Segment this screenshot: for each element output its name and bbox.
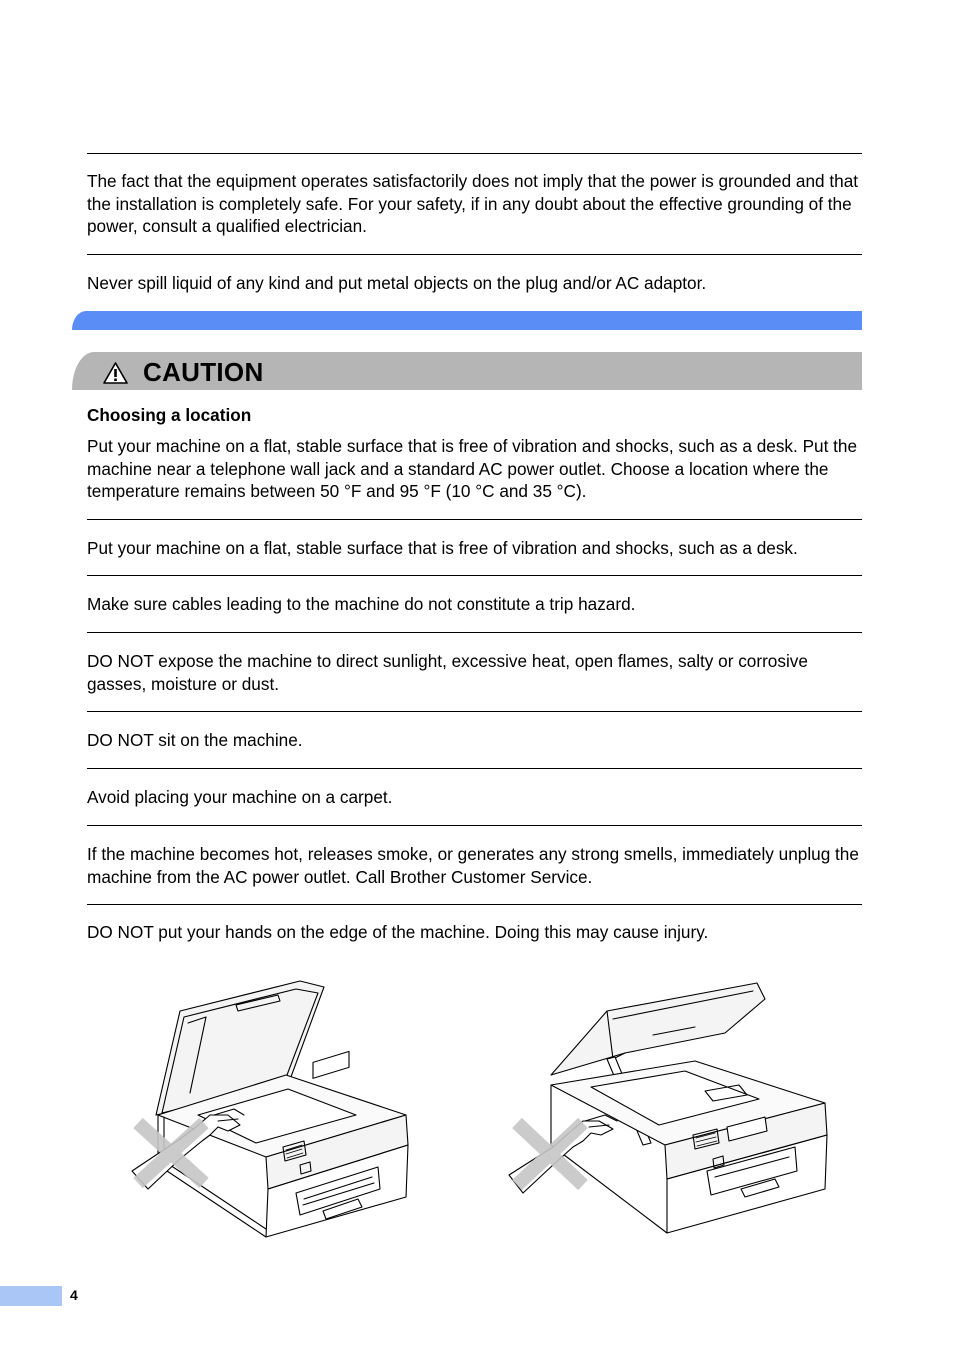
caution-item-carpet: Avoid placing your machine on a carpet. bbox=[87, 787, 393, 807]
hand-on-scanner-glass-illustration bbox=[118, 975, 418, 1240]
warning-triangle-icon bbox=[103, 362, 128, 384]
caution-item-flat-surface: Put your machine on a flat, stable surface that is free of vibration and shocks, such as a desk. bbox=[87, 538, 798, 558]
caution-item-sunlight: DO NOT expose the machine to direct sunlight, excessive heat, open flames, salty or corrosive gasses, moisture or dust. bbox=[87, 651, 808, 694]
divider bbox=[87, 711, 862, 712]
divider bbox=[87, 904, 862, 905]
caution-item-sit: DO NOT sit on the machine. bbox=[87, 730, 303, 750]
caution-banner bbox=[72, 352, 862, 390]
grounding-warning: The fact that the equipment operates satisfactorily does not imply that the power is grounded and that the installation is completely safe. For your safety, if in any doubt about the effective grounding of the power, consult a qualified electrician. bbox=[87, 171, 859, 236]
liquid-warning: Never spill liquid of any kind and put metal objects on the plug and/or AC adaptor. bbox=[87, 273, 707, 293]
caution-item-cables: Make sure cables leading to the machine do not constitute a trip hazard. bbox=[87, 594, 636, 614]
divider bbox=[87, 519, 862, 520]
location-intro: Put your machine on a flat, stable surface that is free of vibration and shocks, such as a desk. Put the machine near a telephone wall jack and a standard AC power outlet. Choose a location where the temperature remains between 50 °F and 95 °F (10 °C and 35 °C). bbox=[87, 436, 858, 501]
section-bar bbox=[72, 311, 862, 330]
divider bbox=[87, 632, 862, 633]
divider bbox=[87, 153, 862, 154]
hand-on-machine-edge-illustration bbox=[495, 975, 833, 1240]
page-tab bbox=[0, 1286, 62, 1306]
divider bbox=[87, 768, 862, 769]
divider bbox=[87, 825, 862, 826]
page-number: 4 bbox=[70, 1287, 78, 1303]
divider bbox=[87, 575, 862, 576]
caution-title: CAUTION bbox=[143, 357, 264, 387]
section-heading: Choosing a location bbox=[87, 405, 252, 425]
caution-item-edge: DO NOT put your hands on the edge of the machine. Doing this may cause injury. bbox=[87, 922, 709, 942]
divider bbox=[87, 254, 862, 255]
caution-item-hot: If the machine becomes hot, releases smoke, or generates any strong smells, immediately unplug the machine from the AC power outlet. Call Brother Customer Service. bbox=[87, 844, 859, 887]
